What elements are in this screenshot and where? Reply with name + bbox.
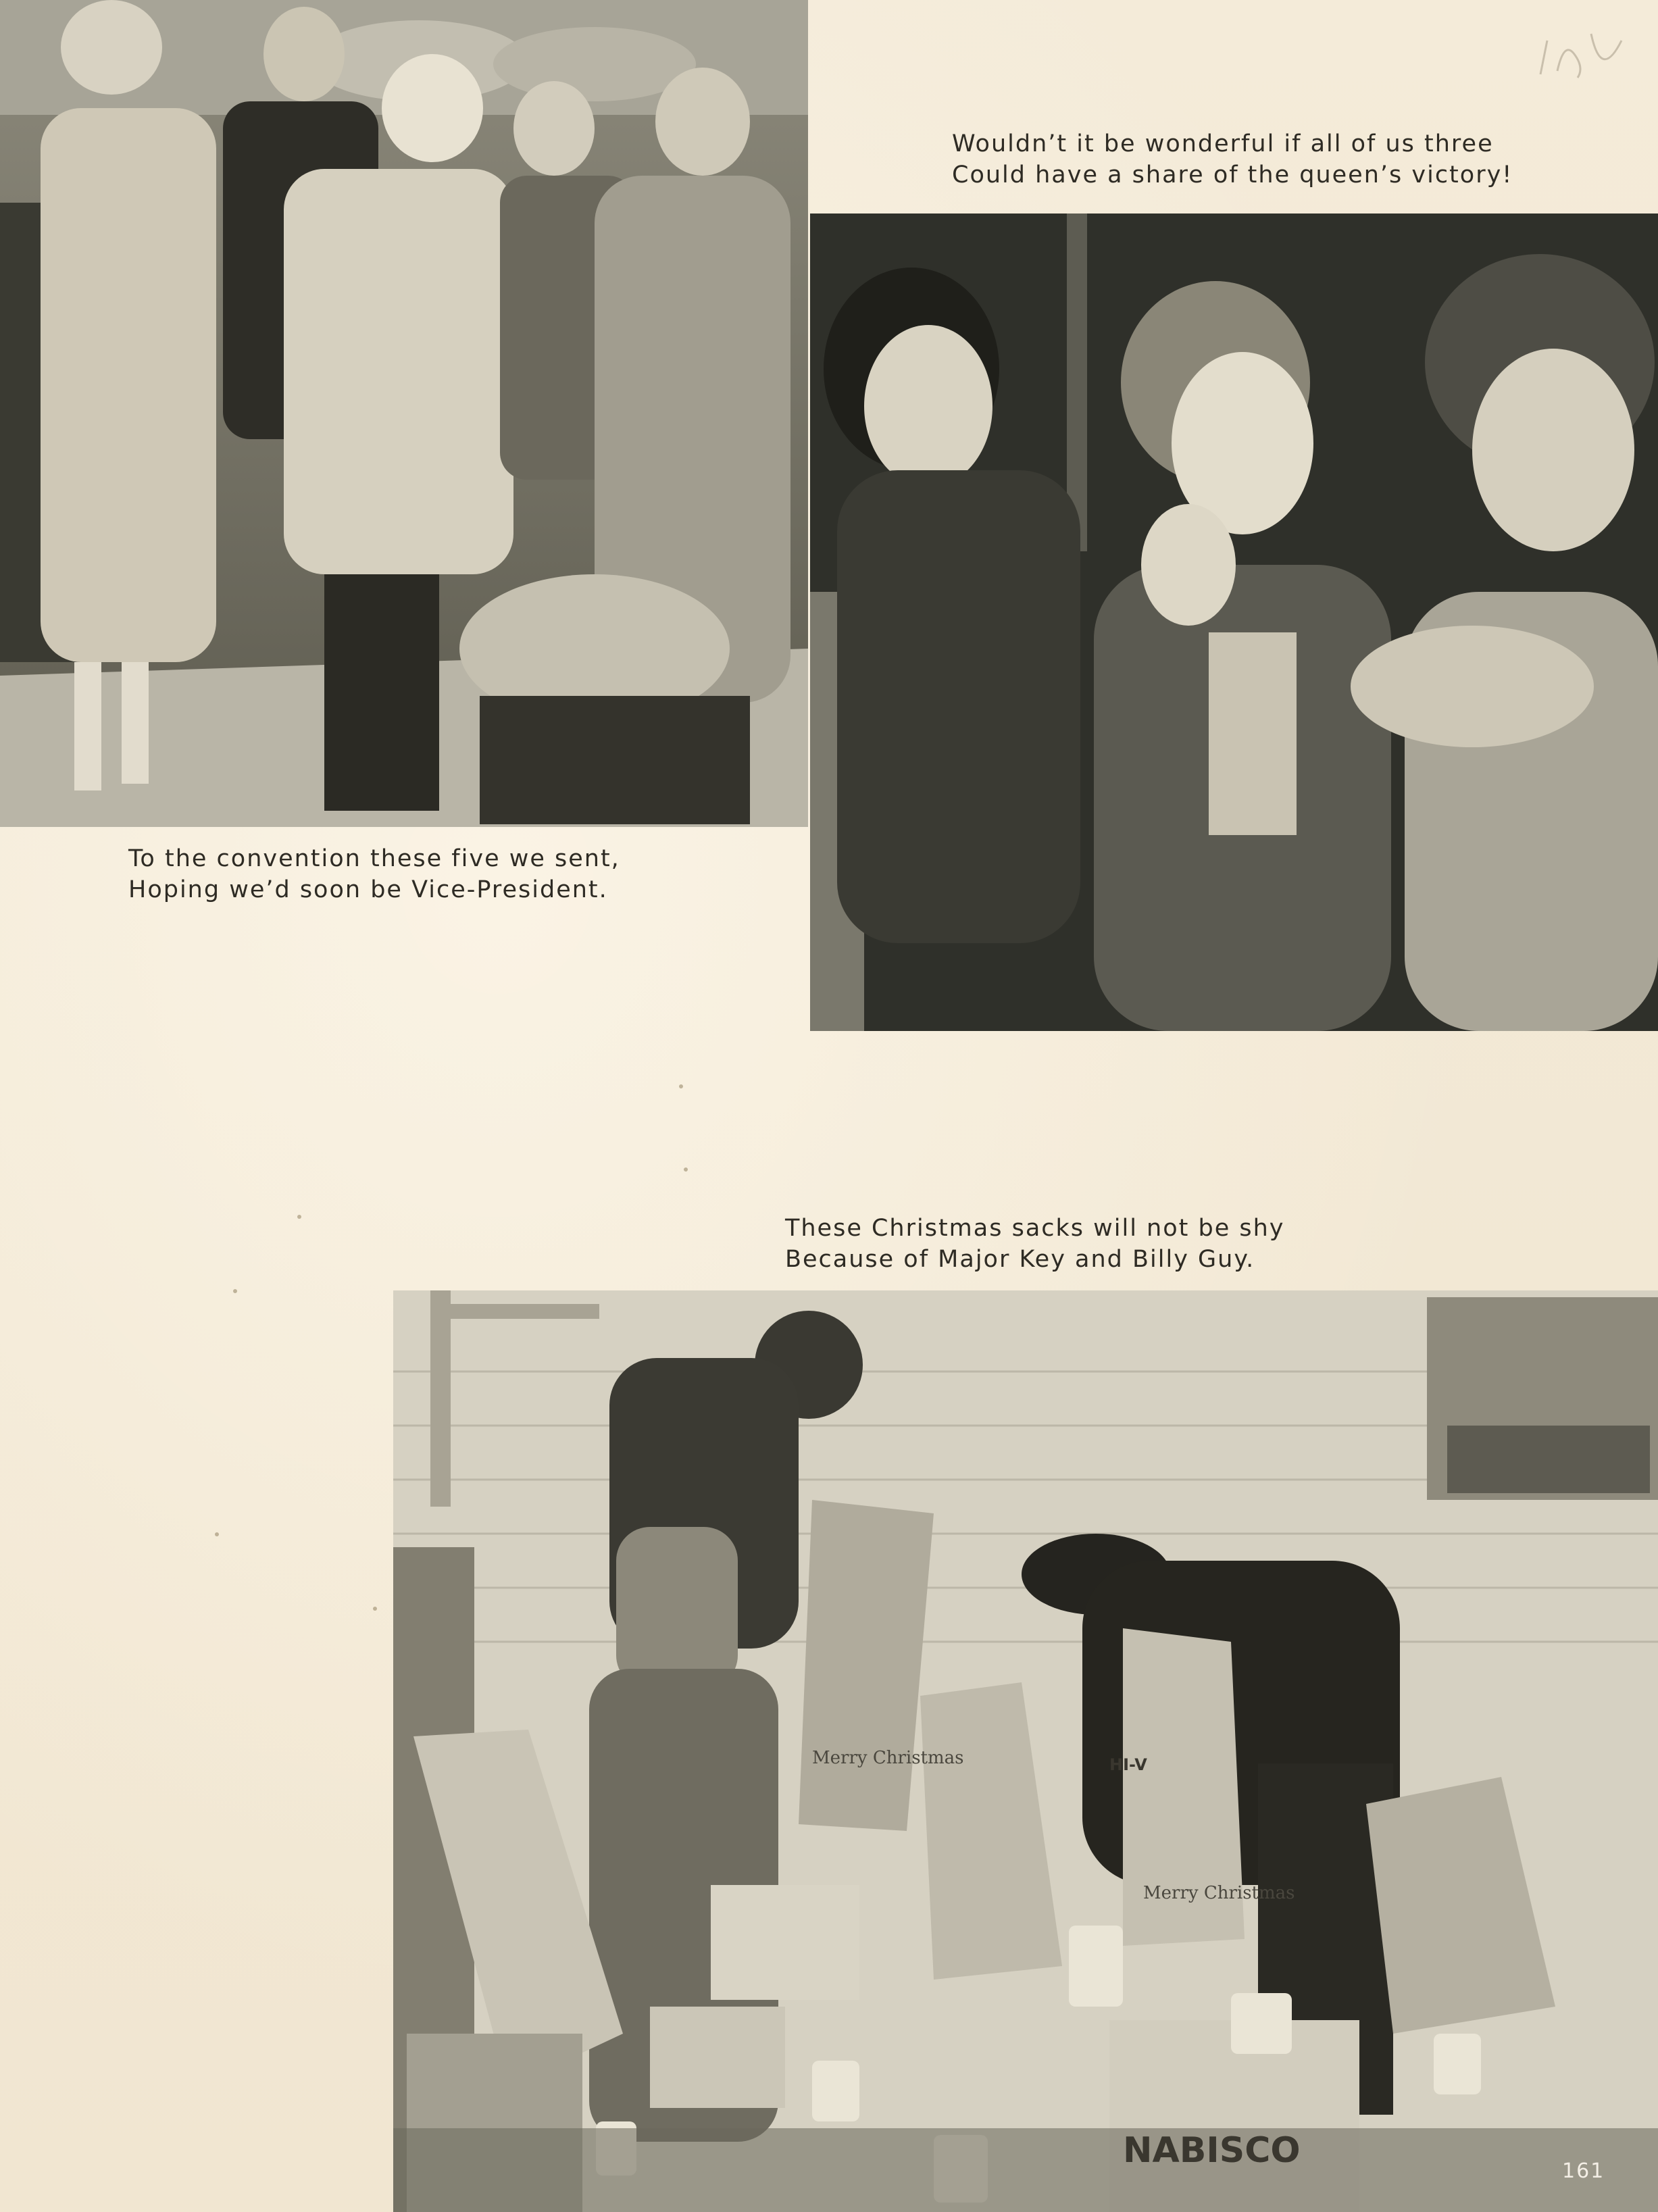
three-girls-caption-line-2: Could have a share of the queen’s victory! [952, 161, 1513, 188]
convention-caption [128, 843, 620, 905]
christmas-sacks-photo [393, 1290, 1658, 2212]
paper-speck [373, 1607, 377, 1611]
three-girls-caption [952, 128, 1513, 191]
three-girls-photo [810, 213, 1658, 1031]
paper-speck [233, 1289, 237, 1293]
nabisco-box-text: NABISCO [1123, 2130, 1301, 2171]
paper-speck [684, 1167, 688, 1172]
convention-caption-line-2: Hoping we’d soon be Vice-President. [128, 876, 608, 903]
christmas-sacks-caption [785, 1213, 1285, 1275]
pencil-mark [1527, 14, 1635, 101]
sack-text-left: Merry Christmas [812, 1748, 964, 1768]
christmas-sacks-photo-image [393, 1290, 1658, 2212]
convention-caption-line-1: To the convention these five we sent, [128, 845, 620, 872]
bag-label: HI-V [1109, 1755, 1147, 1774]
convention-photo-image [0, 0, 808, 827]
three-girls-caption-line-1: Wouldn’t it be wonderful if all of us three [952, 130, 1494, 157]
paper-speck [215, 1532, 219, 1536]
sack-text-right: Merry Christmas [1143, 1883, 1295, 1903]
paper-speck [679, 1084, 683, 1088]
christmas-sacks-caption-line-1: These Christmas sacks will not be shy [785, 1215, 1285, 1242]
three-girls-photo-image [810, 213, 1658, 1031]
christmas-sacks-caption-line-2: Because of Major Key and Billy Guy. [785, 1246, 1255, 1273]
page-number: 161 [1562, 2159, 1605, 2183]
convention-photo [0, 0, 808, 827]
paper-speck [297, 1215, 301, 1219]
